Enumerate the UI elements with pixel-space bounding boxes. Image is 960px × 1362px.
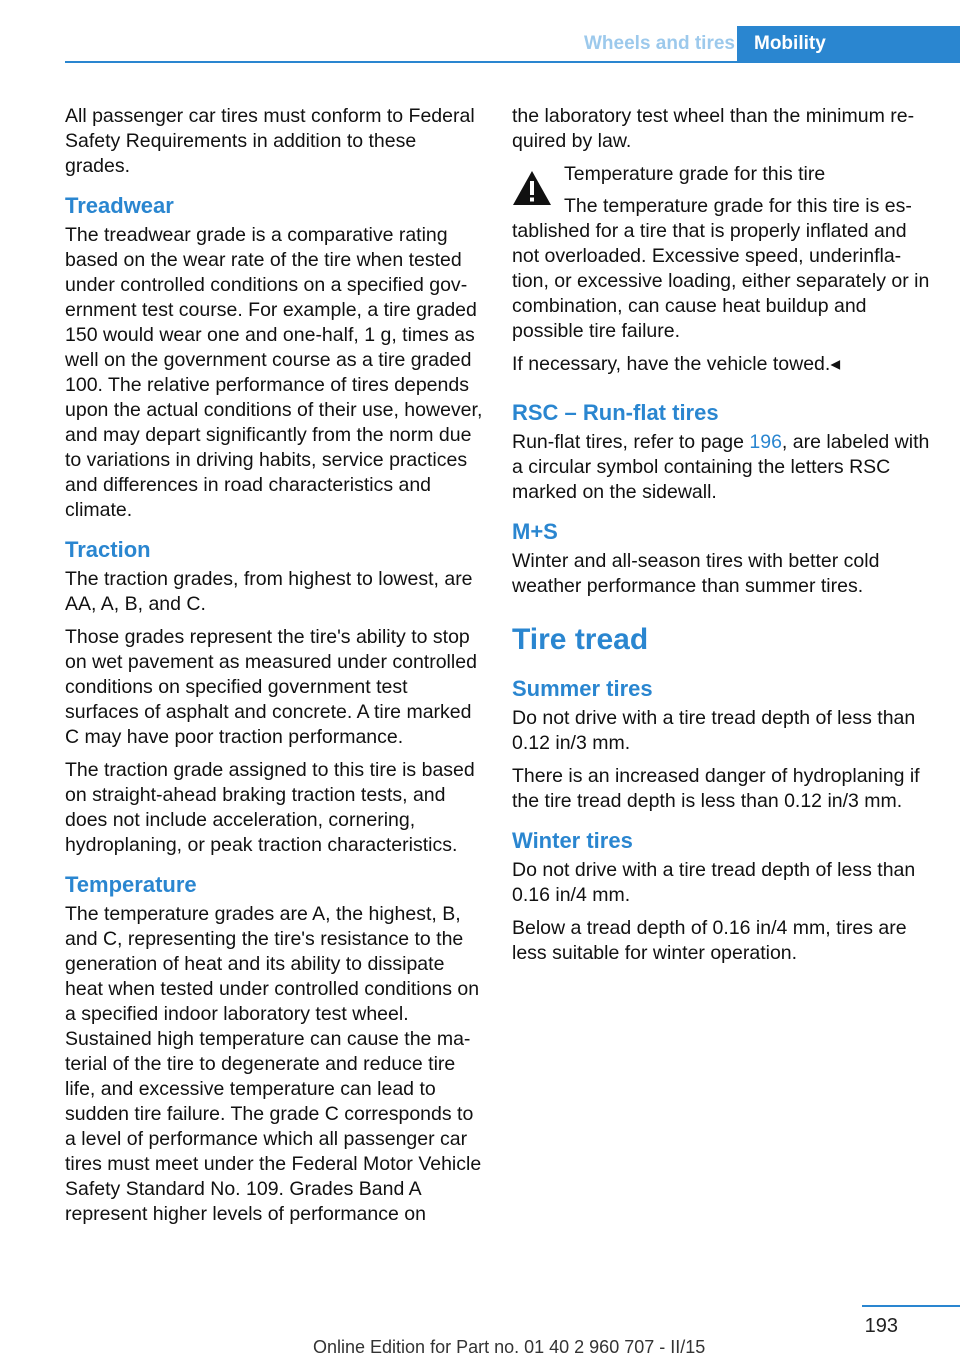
page-number-rule [862,1305,960,1307]
edition-footer: Online Edition for Part no. 01 40 2 960 707 - II/15 [313,1337,706,1357]
summer-text-2: There is an increased danger of hydroplaning if the tire tread depth is less than 0.12 in/3 mm. [512,765,920,812]
header-chapter: Wheels and tires [584,33,735,54]
warning-action: If necessary, have the vehicle towed.◂ [512,353,841,375]
winter-text-1: Do not drive with a tire tread depth of less than 0.16 in/4 mm. [512,859,916,906]
winter-tires-heading: Winter tires [512,828,633,853]
temperature-heading: Temperature [65,872,197,897]
ms-text: Winter and all-season tires with better cold weather performance than summer tires. [512,550,880,597]
summer-text-1: Do not drive with a tire tread depth of less than 0.12 in/3 mm. [512,707,916,754]
continuation-paragraph: the laboratory test wheel than the minimum required by law. [512,105,915,152]
treadwear-text: The treadwear grade is a comparative rating based on the wear rate of the tire when tested under controlled conditions on a specified government test course. For example, a tire graded 150 would wear one and one-half, 1 g, times as well on the government course as a tire graded 100. The relative performance of tires depends upon the actual conditions of their use, however, and may depart significantly from the norm due to variations in driving habits, service practices and differences in road characteristics and climate. [65,224,483,521]
page-number: 193 [864,1315,898,1337]
page-ref-link[interactable]: 196 [749,431,782,453]
header-rule [65,61,960,63]
left-column [65,104,483,1235]
tire-tread-title: Tire tread [512,623,649,656]
rsc-text-after: , are labeled with a circular symbol containing the letters RSC marked on the sidewall. [512,431,930,503]
summer-tires-heading: Summer tires [512,676,653,701]
warning-text [512,194,930,344]
ms-heading: M+S [512,519,558,544]
rsc-text [512,430,930,505]
warning-title: Temperature grade for this tire [564,163,826,185]
header-section-tab: Mobility [737,26,960,61]
rsc-text-before: Run-flat tires, refer to page [512,431,750,453]
temperature-text: The temperature grades are A, the highest, B, and C, representing the tire's resistance to the generation of heat and its ability to dissipate heat when tested under controlled conditions on a specified indoor laboratory test wheel. Sustained high temperature can cause the material of the tire to degenerate and reduce tire life, and excessive temperature can lead to sudden tire failure. The grade C corresponds to a level of performance which all passenger car tires must meet under the Federal Motor Vehicle Safety Standard No. 109. Grades Band A represent higher levels of performance on [65,903,482,1225]
intro-paragraph: All passenger car tires must conform to Federal Safety Requirements in addition to these grades. [65,105,475,177]
warning-triangle-icon [512,170,552,206]
traction-text-3: The traction grade assigned to this tire is based on straight-ahead braking traction tests, and does not include acceleration, cornering, hydroplaning, or peak traction characteristics. [65,759,475,856]
right-column [512,104,930,974]
treadwear-heading: Treadwear [65,193,174,218]
traction-text-2: Those grades represent the tire's ability to stop on wet pavement as measured under controlled conditions on specified government test surfaces of asphalt and concrete. A tire marked C may have poor traction performance. [65,626,477,748]
warning-block [512,162,930,377]
traction-heading: Traction [65,537,151,562]
warning-text-body: The temperature grade for this tire is established for a tire that is properly inflated and not overloaded. Excessive speed, underinflation, or excessive loading, either separately or in combination, can cause heat buildup and possible tire failure. [512,195,930,342]
rsc-heading: RSC – Run-flat tires [512,400,719,425]
winter-text-2: Below a tread depth of 0.16 in/4 mm, tires are less suitable for winter operation. [512,917,907,964]
traction-text-1: The traction grades, from highest to lowest, are AA, A, B, and C. [65,568,473,615]
